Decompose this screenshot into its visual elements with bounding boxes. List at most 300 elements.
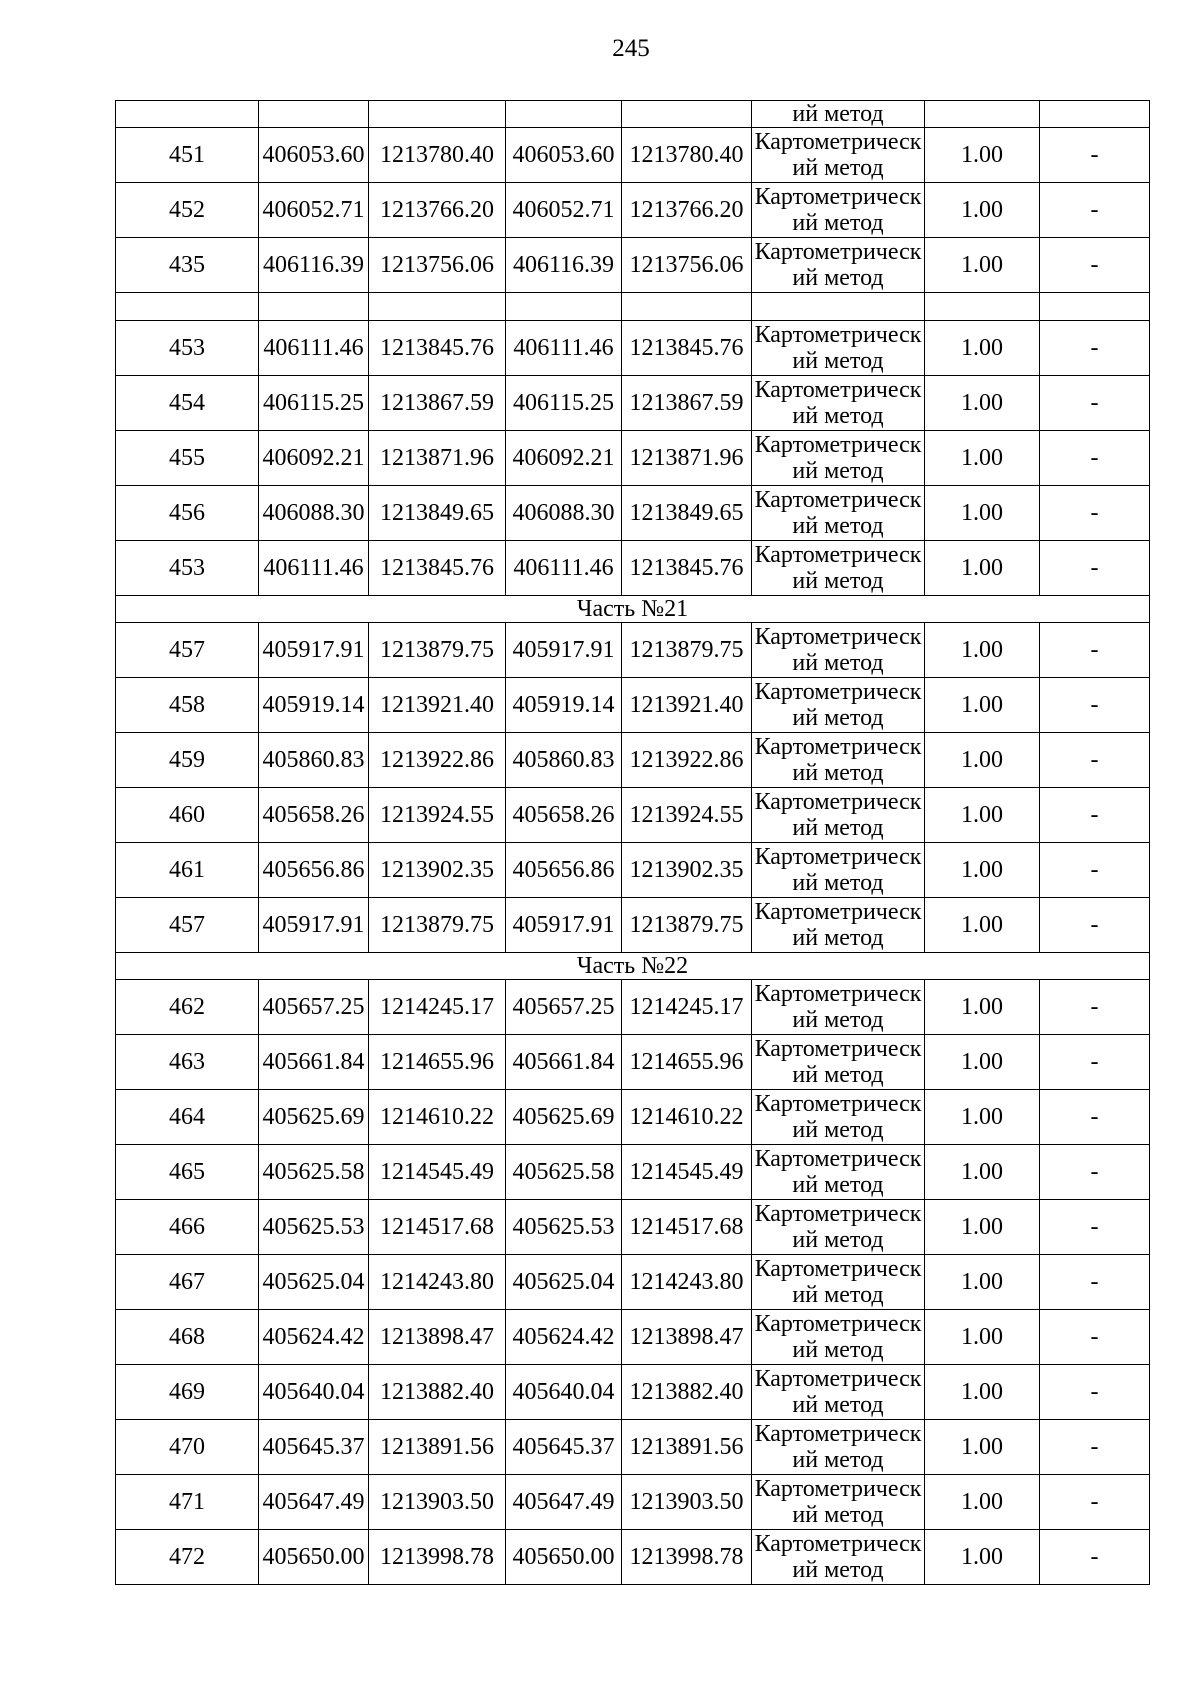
method-line-2: ий метод [792,568,884,594]
table-row [116,541,1150,596]
method-cell [752,1145,925,1200]
accuracy-cell: 1.00 [925,128,1040,183]
x-old-cell: 405625.04 [259,1255,369,1310]
accuracy-cell: 1.00 [925,321,1040,376]
y-new-cell: 1213879.75 [622,898,752,953]
accuracy-cell: 1.00 [925,980,1040,1035]
section-row [116,953,1150,980]
table-cell [925,101,1040,128]
y-old-cell: 1214517.68 [369,1200,506,1255]
x-old-cell: 405640.04 [259,1365,369,1420]
point-id-cell: 453 [116,321,259,376]
note-cell: - [1040,1310,1150,1365]
note-cell: - [1040,431,1150,486]
method-line-1: Картометрическ [754,184,922,210]
x-new-cell: 405657.25 [506,980,622,1035]
table-row [116,321,1150,376]
table-cell [622,101,752,128]
y-new-cell: 1214545.49 [622,1145,752,1200]
x-new-cell: 405661.84 [506,1035,622,1090]
method-cell [752,843,925,898]
y-old-cell: 1213849.65 [369,486,506,541]
accuracy-cell: 1.00 [925,733,1040,788]
method-line-1: Картометрическ [754,624,922,650]
note-cell: - [1040,128,1150,183]
note-cell: - [1040,1420,1150,1475]
x-old-cell: 406111.46 [259,541,369,596]
point-id-cell: 469 [116,1365,259,1420]
method-line-1: Картометрическ [754,981,922,1007]
table-row-continuation [116,101,1150,128]
method-line-2: ий метод [792,1502,884,1528]
method-line-1: Картометрическ [754,487,922,513]
table-row [116,238,1150,293]
method-line-2: ий метод [792,1557,884,1583]
method-line-1: Картометрическ [754,1256,922,1282]
x-new-cell: 405625.04 [506,1255,622,1310]
method-line-1: Картометрическ [754,899,922,925]
note-cell: - [1040,843,1150,898]
method-cell [752,623,925,678]
x-new-cell: 406088.30 [506,486,622,541]
x-new-cell: 406052.71 [506,183,622,238]
table-cell [506,101,622,128]
method-line-2: ий метод [792,1062,884,1088]
point-id-cell: 468 [116,1310,259,1365]
point-id-cell: 464 [116,1090,259,1145]
point-id-cell: 465 [116,1145,259,1200]
note-cell: - [1040,321,1150,376]
method-line-2: ий метод [792,210,884,236]
y-new-cell: 1213882.40 [622,1365,752,1420]
accuracy-cell: 1.00 [925,238,1040,293]
point-id-cell: 457 [116,623,259,678]
point-id-cell: 457 [116,898,259,953]
method-cell [752,898,925,953]
x-new-cell: 406116.39 [506,238,622,293]
x-new-cell: 406053.60 [506,128,622,183]
y-new-cell: 1213845.76 [622,321,752,376]
x-new-cell: 405640.04 [506,1365,622,1420]
point-id-cell: 467 [116,1255,259,1310]
x-old-cell: 406116.39 [259,238,369,293]
point-id-cell: 462 [116,980,259,1035]
x-old-cell: 405647.49 [259,1475,369,1530]
x-old-cell: 406092.21 [259,431,369,486]
page-number: 245 [612,35,650,62]
table-row [116,788,1150,843]
x-new-cell: 405624.42 [506,1310,622,1365]
x-new-cell: 406115.25 [506,376,622,431]
y-new-cell: 1214610.22 [622,1090,752,1145]
point-id-cell: 452 [116,183,259,238]
method-cell [752,1530,925,1585]
accuracy-cell: 1.00 [925,1475,1040,1530]
accuracy-cell: 1.00 [925,1530,1040,1585]
y-new-cell: 1213921.40 [622,678,752,733]
x-old-cell: 405645.37 [259,1420,369,1475]
x-new-cell: 405917.91 [506,898,622,953]
method-line-1: Картометрическ [754,789,922,815]
y-new-cell: 1214245.17 [622,980,752,1035]
x-new-cell: 405656.86 [506,843,622,898]
accuracy-cell: 1.00 [925,1090,1040,1145]
y-new-cell: 1213898.47 [622,1310,752,1365]
method-cell [752,1365,925,1420]
point-id-cell: 463 [116,1035,259,1090]
y-new-cell: 1213756.06 [622,238,752,293]
note-cell: - [1040,733,1150,788]
method-line-1: Картометрическ [754,734,922,760]
y-new-cell: 1213903.50 [622,1475,752,1530]
table-cell [1040,293,1150,321]
x-new-cell: 405625.53 [506,1200,622,1255]
note-cell: - [1040,678,1150,733]
method-line-2: ий метод [792,1172,884,1198]
y-new-cell: 1213845.76 [622,541,752,596]
accuracy-cell: 1.00 [925,1145,1040,1200]
table-row [116,486,1150,541]
table-row [116,733,1150,788]
accuracy-cell: 1.00 [925,1365,1040,1420]
y-old-cell: 1214655.96 [369,1035,506,1090]
method-line-2: ий метод [792,1447,884,1473]
y-old-cell: 1213756.06 [369,238,506,293]
method-line-1: Картометрическ [754,844,922,870]
method-line-2: ий метод [792,1392,884,1418]
method-line-1: Картометрическ [754,1311,922,1337]
y-old-cell: 1213891.56 [369,1420,506,1475]
y-new-cell: 1213902.35 [622,843,752,898]
y-new-cell: 1214655.96 [622,1035,752,1090]
method-line-1: Картометрическ [754,1201,922,1227]
method-line-1: Картометрическ [754,1476,922,1502]
method-line-1: Картометрическ [754,1036,922,1062]
y-old-cell: 1214610.22 [369,1090,506,1145]
method-cell [752,321,925,376]
y-old-cell: 1213879.75 [369,898,506,953]
x-old-cell: 406115.25 [259,376,369,431]
point-id-cell: 471 [116,1475,259,1530]
method-cell [752,376,925,431]
method-cell [752,1035,925,1090]
method-cell [752,541,925,596]
x-new-cell: 405919.14 [506,678,622,733]
method-cell [752,1200,925,1255]
accuracy-cell: 1.00 [925,376,1040,431]
method-line-1: Картометрическ [754,432,922,458]
table-cell [752,293,925,321]
table-row [116,128,1150,183]
table-cell [259,101,369,128]
table-row [116,678,1150,733]
x-new-cell: 405625.58 [506,1145,622,1200]
y-old-cell: 1213924.55 [369,788,506,843]
y-old-cell: 1214245.17 [369,980,506,1035]
y-new-cell: 1213879.75 [622,623,752,678]
note-cell: - [1040,1475,1150,1530]
method-line-2: ий метод [792,1007,884,1033]
x-old-cell: 405624.42 [259,1310,369,1365]
method-line-2: ий метод [792,348,884,374]
x-old-cell: 405917.91 [259,898,369,953]
x-new-cell: 405860.83 [506,733,622,788]
x-new-cell: 405625.69 [506,1090,622,1145]
x-new-cell: 405647.49 [506,1475,622,1530]
section-row [116,596,1150,623]
y-old-cell: 1213780.40 [369,128,506,183]
table-row [116,1365,1150,1420]
table-row [116,623,1150,678]
x-old-cell: 406053.60 [259,128,369,183]
accuracy-cell: 1.00 [925,541,1040,596]
note-cell: - [1040,238,1150,293]
y-new-cell: 1213998.78 [622,1530,752,1585]
table-row [116,980,1150,1035]
accuracy-cell: 1.00 [925,1310,1040,1365]
x-new-cell: 405917.91 [506,623,622,678]
table-row [116,431,1150,486]
x-old-cell: 405860.83 [259,733,369,788]
x-new-cell: 406092.21 [506,431,622,486]
note-cell: - [1040,1200,1150,1255]
method-line-2: ий метод [792,155,884,181]
note-cell: - [1040,183,1150,238]
accuracy-cell: 1.00 [925,183,1040,238]
method-line-1: Картометрическ [754,1531,922,1557]
accuracy-cell: 1.00 [925,678,1040,733]
x-old-cell: 406052.71 [259,183,369,238]
y-old-cell: 1213922.86 [369,733,506,788]
y-old-cell: 1213845.76 [369,321,506,376]
method-cell: ий метод [752,101,925,128]
accuracy-cell: 1.00 [925,843,1040,898]
y-old-cell: 1213903.50 [369,1475,506,1530]
y-old-cell: 1214243.80 [369,1255,506,1310]
method-cell [752,1090,925,1145]
method-line-2: ий метод [792,705,884,731]
y-old-cell: 1213871.96 [369,431,506,486]
y-old-cell: 1213845.76 [369,541,506,596]
y-new-cell: 1213849.65 [622,486,752,541]
accuracy-cell: 1.00 [925,898,1040,953]
method-line-2: ий метод [792,1282,884,1308]
y-old-cell: 1213867.59 [369,376,506,431]
y-new-cell: 1213766.20 [622,183,752,238]
method-cell [752,788,925,843]
method-cell [752,1310,925,1365]
note-cell: - [1040,1255,1150,1310]
x-old-cell: 405625.58 [259,1145,369,1200]
note-cell: - [1040,376,1150,431]
point-id-cell: 455 [116,431,259,486]
x-old-cell: 405917.91 [259,623,369,678]
point-id-cell: 461 [116,843,259,898]
method-line-2: ий метод [792,1227,884,1253]
x-old-cell: 405661.84 [259,1035,369,1090]
x-new-cell: 405658.26 [506,788,622,843]
x-old-cell: 405625.53 [259,1200,369,1255]
point-id-cell: 435 [116,238,259,293]
coordinates-table [115,100,1150,1585]
point-id-cell: 454 [116,376,259,431]
table-cell [369,293,506,321]
table-cell [116,101,259,128]
method-cell [752,486,925,541]
table-row [116,1530,1150,1585]
method-line-2: ий метод [792,265,884,291]
y-new-cell: 1213780.40 [622,128,752,183]
x-old-cell: 405650.00 [259,1530,369,1585]
method-line-1: Картометрическ [754,129,922,155]
method-line-2: ий метод [792,458,884,484]
note-cell: - [1040,486,1150,541]
x-new-cell: 406111.46 [506,321,622,376]
method-line-1: Картометрическ [754,679,922,705]
point-id-cell: 472 [116,1530,259,1585]
method-line-2: ий метод [792,650,884,676]
table-body [116,101,1150,1585]
point-id-cell: 459 [116,733,259,788]
x-old-cell: 405657.25 [259,980,369,1035]
note-cell: - [1040,623,1150,678]
y-old-cell: 1213998.78 [369,1530,506,1585]
accuracy-cell: 1.00 [925,1035,1040,1090]
x-new-cell: 405645.37 [506,1420,622,1475]
point-id-cell: 466 [116,1200,259,1255]
method-line-2: ий метод [792,870,884,896]
point-id-cell: 458 [116,678,259,733]
point-id-cell: 460 [116,788,259,843]
note-cell: - [1040,1530,1150,1585]
accuracy-cell: 1.00 [925,623,1040,678]
accuracy-cell: 1.00 [925,1255,1040,1310]
method-cell [752,980,925,1035]
y-new-cell: 1213891.56 [622,1420,752,1475]
note-cell: - [1040,1145,1150,1200]
x-new-cell: 406111.46 [506,541,622,596]
x-old-cell: 405656.86 [259,843,369,898]
method-cell [752,733,925,788]
method-line-1: Картометрическ [754,1146,922,1172]
table-cell [116,293,259,321]
point-id-cell: 470 [116,1420,259,1475]
table-row [116,1145,1150,1200]
x-old-cell: 406088.30 [259,486,369,541]
note-cell: - [1040,541,1150,596]
table-row [116,376,1150,431]
note-cell: - [1040,1090,1150,1145]
method-line-2: ий метод [792,925,884,951]
method-cell [752,431,925,486]
y-old-cell: 1213879.75 [369,623,506,678]
method-line-2: ий метод [792,403,884,429]
y-old-cell: 1213921.40 [369,678,506,733]
point-id-cell: 456 [116,486,259,541]
accuracy-cell: 1.00 [925,486,1040,541]
note-cell: - [1040,980,1150,1035]
table-cell [369,101,506,128]
y-old-cell: 1213766.20 [369,183,506,238]
method-line-1: Картометрическ [754,377,922,403]
table-row [116,183,1150,238]
x-old-cell: 406111.46 [259,321,369,376]
section-title: Часть №22 [116,953,1150,980]
note-cell: - [1040,1365,1150,1420]
blank-row [116,293,1150,321]
table-cell [1040,101,1150,128]
method-line-2: ий метод [792,760,884,786]
note-cell: - [1040,898,1150,953]
method-cell [752,1475,925,1530]
y-old-cell: 1213898.47 [369,1310,506,1365]
table-cell [622,293,752,321]
table-row [116,898,1150,953]
note-cell: - [1040,788,1150,843]
table-cell [506,293,622,321]
y-new-cell: 1214517.68 [622,1200,752,1255]
method-cell [752,183,925,238]
table-row [116,1035,1150,1090]
method-line-1: Картометрическ [754,239,922,265]
y-new-cell: 1213867.59 [622,376,752,431]
y-new-cell: 1214243.80 [622,1255,752,1310]
y-new-cell: 1213871.96 [622,431,752,486]
table-row [116,843,1150,898]
section-title: Часть №21 [116,596,1150,623]
accuracy-cell: 1.00 [925,788,1040,843]
accuracy-cell: 1.00 [925,1200,1040,1255]
method-line-1: Картометрическ [754,542,922,568]
x-old-cell: 405625.69 [259,1090,369,1145]
table-row [116,1420,1150,1475]
method-line-1: Картометрическ [754,322,922,348]
y-old-cell: 1213902.35 [369,843,506,898]
table-row [116,1200,1150,1255]
method-cell [752,128,925,183]
method-line-2: ий метод [792,1337,884,1363]
method-line-1: Картометрическ [754,1366,922,1392]
table-row [116,1090,1150,1145]
x-old-cell: 405919.14 [259,678,369,733]
method-cell [752,1420,925,1475]
y-old-cell: 1213882.40 [369,1365,506,1420]
table-row [116,1310,1150,1365]
table-row [116,1255,1150,1310]
point-id-cell: 453 [116,541,259,596]
y-new-cell: 1213924.55 [622,788,752,843]
method-cell [752,678,925,733]
method-cell [752,1255,925,1310]
method-line-2: ий метод [792,513,884,539]
accuracy-cell: 1.00 [925,431,1040,486]
accuracy-cell: 1.00 [925,1420,1040,1475]
point-id-cell: 451 [116,128,259,183]
method-cell [752,238,925,293]
method-line-2: ий метод [792,1117,884,1143]
table-row [116,1475,1150,1530]
method-line-2: ий метод [792,815,884,841]
x-old-cell: 405658.26 [259,788,369,843]
note-cell: - [1040,1035,1150,1090]
y-new-cell: 1213922.86 [622,733,752,788]
table-cell [259,293,369,321]
table-cell [925,293,1040,321]
x-new-cell: 405650.00 [506,1530,622,1585]
method-line-1: Картометрическ [754,1091,922,1117]
method-line-1: Картометрическ [754,1421,922,1447]
y-old-cell: 1214545.49 [369,1145,506,1200]
